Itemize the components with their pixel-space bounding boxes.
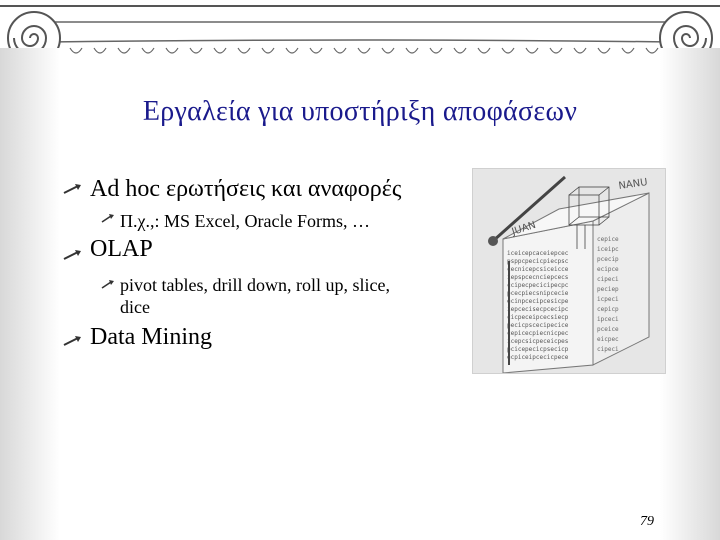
ionic-capital-decoration: [0, 0, 720, 90]
bullet-data-mining: Data Mining: [90, 324, 212, 350]
sub-bullet-arrow-icon: [100, 212, 116, 224]
sub-bullet-arrow-icon: [100, 278, 116, 290]
cube-label-nanu: NANU: [617, 177, 649, 192]
bullet-adhoc: Ad hoc ερωτήσεις και αναφορές: [90, 176, 402, 202]
slide-title: Εργαλεία για υποστήριξη αποφάσεων: [142, 96, 578, 127]
page-number: 79: [640, 514, 654, 529]
svg-text:peciep: peciep: [597, 286, 619, 293]
sub-bullet-olap-ops-line1: pivot tables, drill down, roll up, slice,: [120, 275, 390, 295]
bullet-arrow-icon: [62, 182, 84, 196]
svg-text:ecpiceipcecicpece: ecpiceipcecicpece: [507, 354, 569, 361]
svg-text:cicpeceipcecsiecp: cicpeceipcecsiecp: [507, 314, 569, 321]
bullet-olap: OLAP: [90, 236, 153, 262]
svg-text:iceicepcaceiepcec: iceicepcaceiepcec: [507, 250, 569, 257]
egg-and-dart-pattern: [70, 48, 658, 53]
svg-text:iepspcecnciepcecs: iepspcecnciepcecs: [507, 274, 569, 281]
svg-text:pcicepecicpsecicp: pcicepecicpsecicp: [507, 346, 569, 353]
bullet-arrow-icon: [62, 334, 84, 348]
svg-text:psppcpecicpiecpsc: psppcpecicpiecpsc: [507, 258, 569, 265]
svg-text:pceice: pceice: [597, 326, 619, 333]
bullet-arrow-icon: [62, 248, 84, 262]
svg-text:iepcecisecpcecipc: iepcecisecpcecipc: [507, 306, 569, 313]
svg-text:icpeci: icpeci: [597, 296, 619, 303]
svg-text:cepicecpiecnicpec: cepicecpiecnicpec: [507, 330, 569, 337]
left-frame-shadow: [0, 48, 60, 540]
svg-text:cipeci: cipeci: [597, 276, 619, 283]
right-frame-shadow: [660, 48, 720, 540]
svg-text:cepicp: cepicp: [597, 306, 619, 313]
sub-bullet-examples: Π.χ.,: MS Excel, Oracle Forms, …: [120, 211, 370, 231]
svg-text:pcecpiecsnipcecie: pcecpiecsnipcecie: [507, 290, 569, 297]
svg-text:ipceci: ipceci: [597, 316, 619, 323]
svg-text:cepice: cepice: [597, 236, 619, 243]
svg-text:iceipc: iceipc: [597, 246, 619, 253]
svg-text:ccipecpecicipecpc: ccipecpecicipecpc: [507, 282, 569, 289]
svg-text:cipeci: cipeci: [597, 346, 619, 353]
sub-bullet-olap-ops-line2: dice: [120, 297, 150, 317]
svg-text:ecinpcecipcesicpe: ecinpcecipcesicpe: [507, 298, 569, 305]
svg-text:pcecip: pcecip: [597, 256, 619, 263]
data-cube-image: [472, 168, 666, 374]
cube-label-juan: JUAN: [510, 219, 538, 238]
svg-text:cecnicepcsiceicce: cecnicepcsiceicce: [507, 266, 569, 273]
svg-text:eicpec: eicpec: [597, 336, 619, 343]
svg-text:icepcsicpeceicpes: icepcsicpeceicpes: [507, 338, 569, 345]
svg-text:ecipce: ecipce: [597, 266, 619, 273]
svg-text:pecicpscecipecice: pecicpscecipecice: [507, 322, 569, 329]
